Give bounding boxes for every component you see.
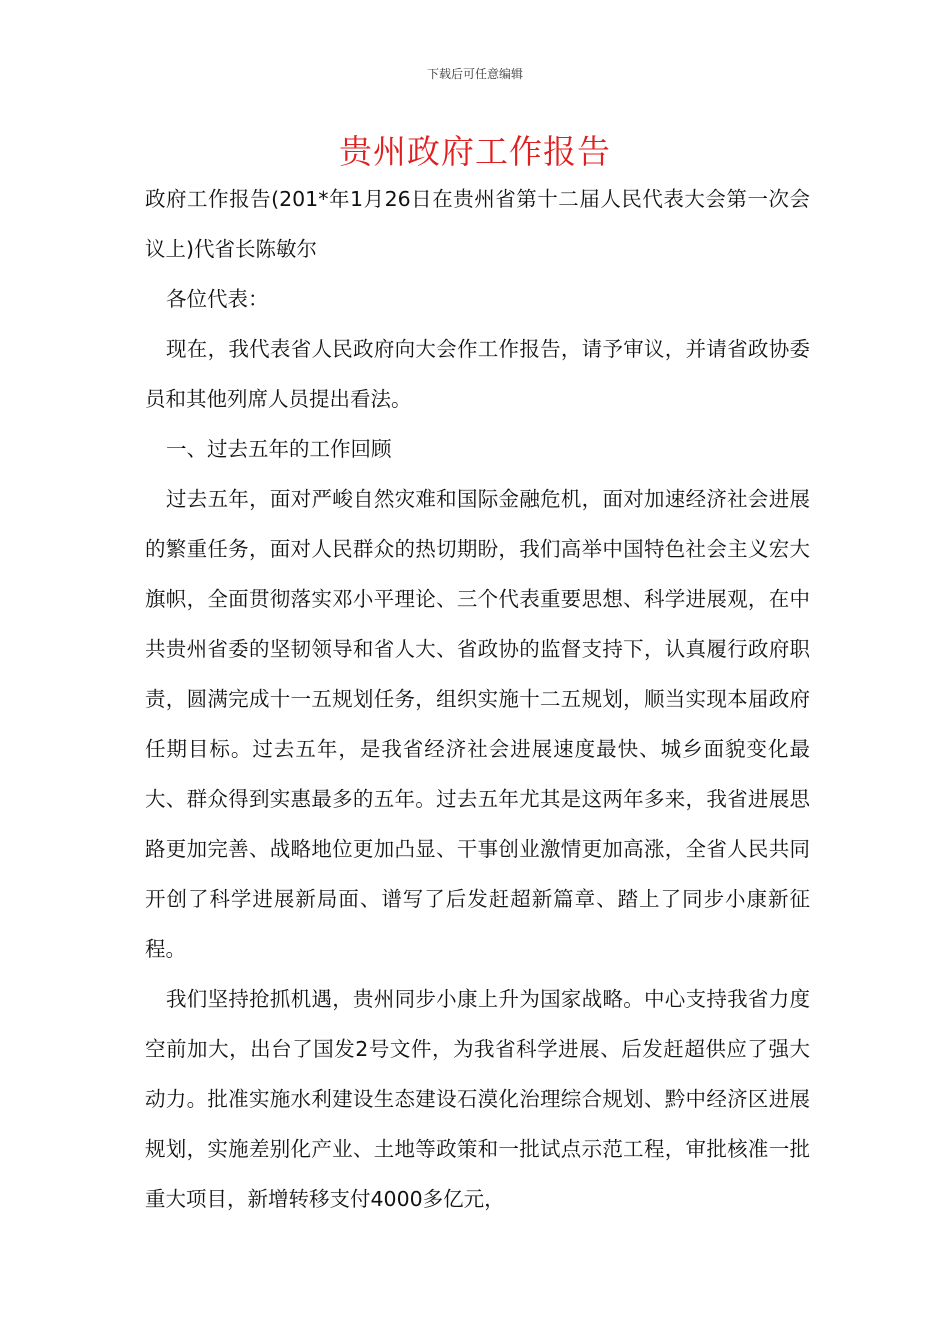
section-heading: 一、过去五年的工作回顾: [166, 437, 392, 461]
paragraph-review: 过去五年，面对严峻自然灾难和国际金融危机，面对加速经济社会进展的繁重任务，面对人民群众的热切期盼，我们高举中国特色社会主义宏大旗帜，全面贯彻落实邓小平理论、三个代表重要思想、科学进展观，在中共贵州省委的坚韧领导和省人大、省政协的监督支持下，认真履行政府职责，圆满完成十一五规划任务，组织实施十二五规划，顺当实现本届政府任期目标。过去五年，是我省经济社会进展速度最快、城乡面貌变化最大、群众得到实惠最多的五年。过去五年尤其是这两年多来，我省进展思路更加完善、战略地位更加凸显、干事创业激情更加高涨，全省人民共同开创了科学进展新局面、谱写了后发赶超新篇章、踏上了同步小康新征程。: [145, 487, 810, 961]
document-body: [145, 174, 810, 1224]
document-title: 贵州政府工作报告: [339, 132, 611, 171]
paragraph-opportunity: 我们坚持抢抓机遇，贵州同步小康上升为国家战略。中心支持我省力度空前加大，出台了国发2号文件，为我省科学进展、后发赶超供应了强大动力。批准实施水利建设生态建设石漠化治理综合规划、黔中经济区进展规划，实施差别化产业、土地等政策和一批试点示范工程，审批核准一批重大项目，新增转移支付4000多亿元，: [145, 987, 810, 1211]
paragraph-salutation: 各位代表：: [166, 287, 269, 311]
header-note: 下载后可任意编辑: [426, 67, 523, 81]
paragraph-byline: 政府工作报告(201*年1月26日在贵州省第十二届人民代表大会第一次会议上)代省长陈敏尔: [145, 187, 810, 261]
paragraph-intro: 现在，我代表省人民政府向大会作工作报告，请予审议，并请省政协委员和其他列席人员提出看法。: [145, 337, 810, 411]
